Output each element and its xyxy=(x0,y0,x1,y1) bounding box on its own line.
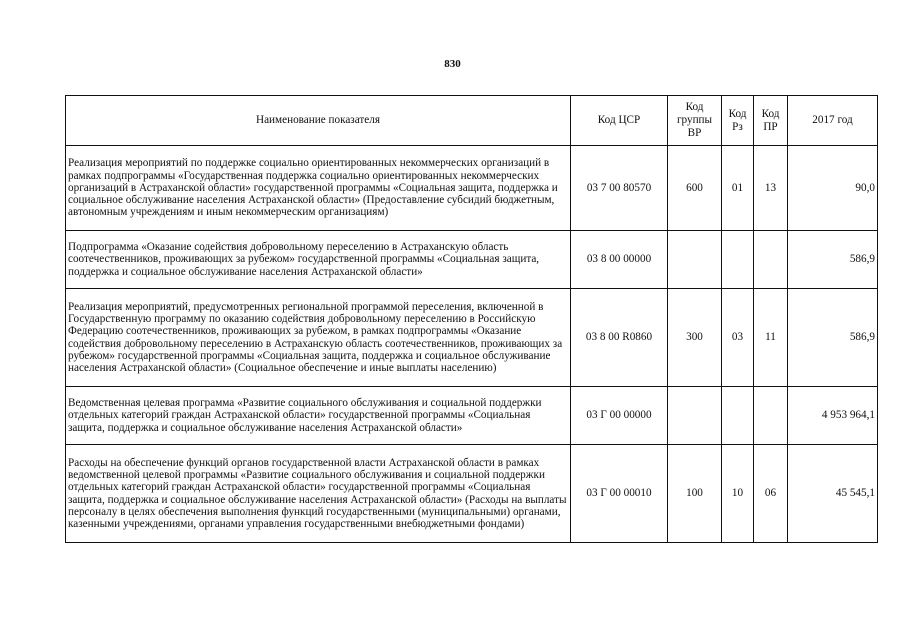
row-csr-code: 03 Г 00 00010 xyxy=(571,445,668,543)
row-indicator-name: Расходы на обеспечение функций органов государственной власти Астраханской области в рамках ведомственной целевой программы «Развитие социального обслуживания и социальной поддержки отдельных категорий граждан Астраханской области» государственной программы «Социальная защита, поддержка и социальное обслуживание населения Астраханской области» (Расходы на выплаты персоналу в целях обеспечения выполнения функций государственными (муниципальными) органами, казенными учреждениями, органами управления государственными внебюджетными фондами) xyxy=(66,445,571,543)
header-year-2017: 2017 год xyxy=(788,96,878,146)
table-row xyxy=(66,445,878,543)
row-indicator-name: Реализация мероприятий по поддержке социально ориентированных некоммерческих организаций в рамках подпрограммы «Государственная поддержка социально ориентированных некоммерческих организаций в Астраханской области» государственной программы «Социальная защита, поддержка и социальное обслуживание населения Астраханской области» (Предоставление субсидий бюджетным, автономным учреждениям и иным некоммерческим организациям) xyxy=(66,146,571,231)
row-vr-code xyxy=(668,387,722,445)
row-pr-code: 11 xyxy=(754,289,788,387)
row-indicator-name: Подпрограмма «Оказание содействия добровольному переселению в Астраханскую область соотечественников, проживающих за рубежом» государственной программы «Социальная защита, поддержка и социальное обслуживание населения Астраханской области» xyxy=(66,231,571,289)
row-csr-code: 03 7 00 80570 xyxy=(571,146,668,231)
table-row xyxy=(66,387,878,445)
row-csr-code: 03 Г 00 00000 xyxy=(571,387,668,445)
row-amount: 586,9 xyxy=(788,231,878,289)
row-vr-code: 100 xyxy=(668,445,722,543)
header-csr-code: Код ЦСР xyxy=(571,96,668,146)
header-pr-code: Код ПР xyxy=(754,96,788,146)
row-amount: 45 545,1 xyxy=(788,445,878,543)
row-rz-code xyxy=(722,387,754,445)
row-vr-code xyxy=(668,231,722,289)
table-row xyxy=(66,289,878,387)
row-pr-code xyxy=(754,387,788,445)
header-vr-code: Код группы ВР xyxy=(668,96,722,146)
row-vr-code: 300 xyxy=(668,289,722,387)
row-csr-code: 03 8 00 R0860 xyxy=(571,289,668,387)
budget-table xyxy=(65,95,878,543)
table-row xyxy=(66,231,878,289)
row-vr-code: 600 xyxy=(668,146,722,231)
row-rz-code: 10 xyxy=(722,445,754,543)
table-header-row xyxy=(66,96,878,146)
table-row xyxy=(66,146,878,231)
page-number: 830 xyxy=(444,58,461,70)
header-indicator-name: Наименование показателя xyxy=(66,96,571,146)
row-indicator-name: Реализация мероприятий, предусмотренных региональной программой переселения, включенной в Государственную программу по оказанию содействия добровольному переселению в Российскую Федерацию соотечественников, проживающих за рубежом, в рамках подпрограммы «Оказание содействия добровольному переселению в Астраханскую область соотечественников, проживающих за рубежом» государственной программы «Социальная защита, поддержка и социальное обслуживание населения Астраханской области» (Социальное обеспечение и иные выплаты населению) xyxy=(66,289,571,387)
row-amount: 90,0 xyxy=(788,146,878,231)
row-amount: 4 953 964,1 xyxy=(788,387,878,445)
header-rz-code: Код Рз xyxy=(722,96,754,146)
row-rz-code xyxy=(722,231,754,289)
row-amount: 586,9 xyxy=(788,289,878,387)
row-rz-code: 03 xyxy=(722,289,754,387)
row-indicator-name: Ведомственная целевая программа «Развитие социального обслуживания и социальной поддержки отдельных категорий граждан Астраханской области» государственной программы «Социальная защита, поддержка и социальное обслуживание населения Астраханской области» xyxy=(66,387,571,445)
row-pr-code: 13 xyxy=(754,146,788,231)
row-csr-code: 03 8 00 00000 xyxy=(571,231,668,289)
row-rz-code: 01 xyxy=(722,146,754,231)
row-pr-code: 06 xyxy=(754,445,788,543)
row-pr-code xyxy=(754,231,788,289)
